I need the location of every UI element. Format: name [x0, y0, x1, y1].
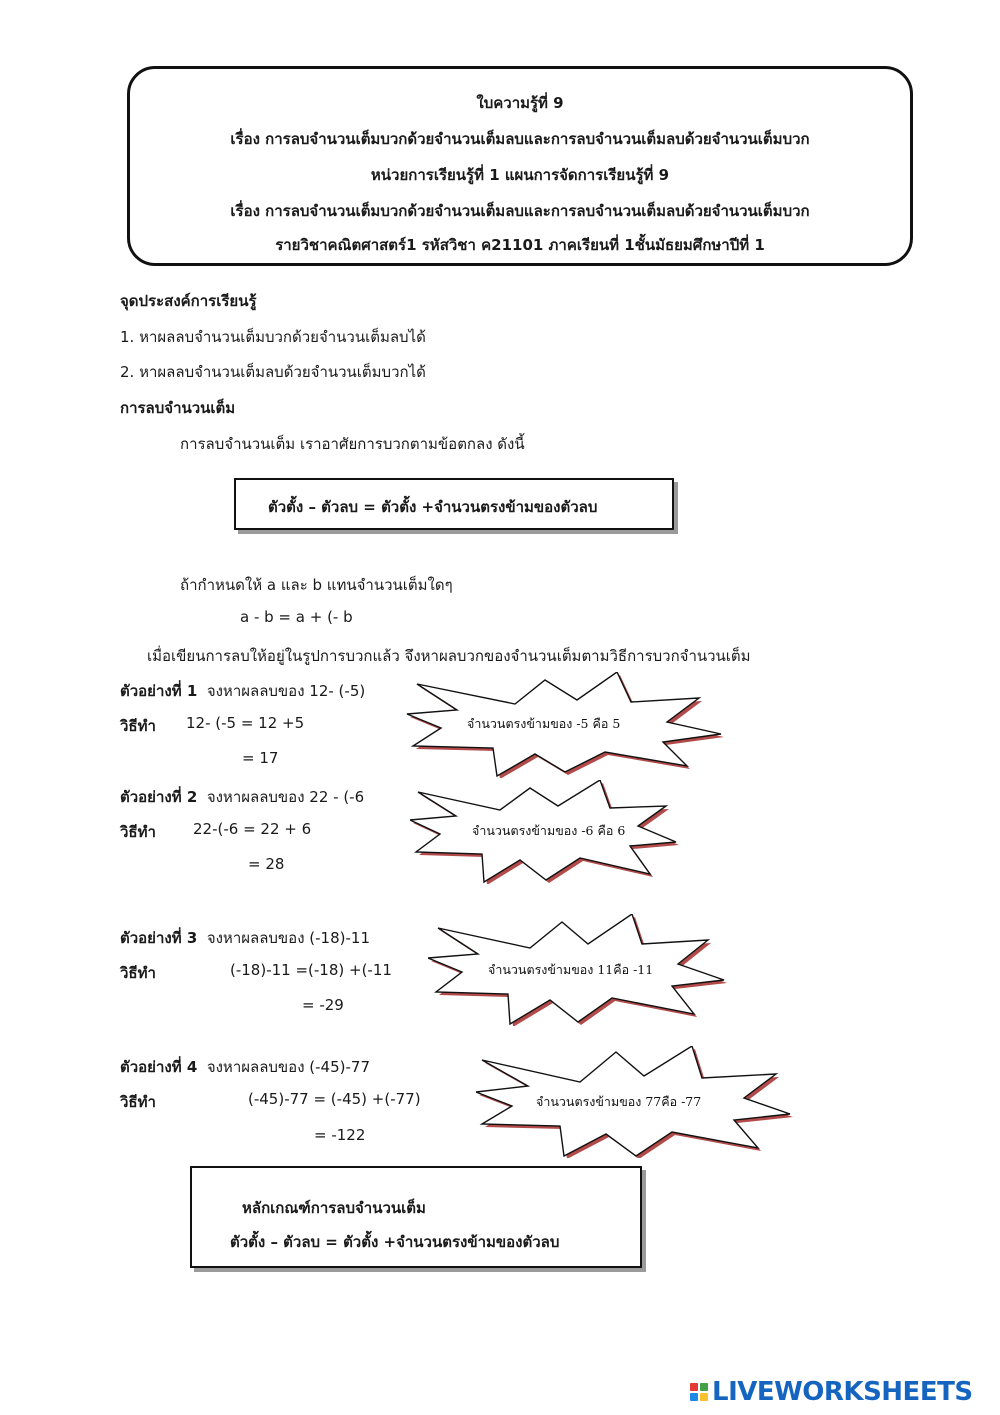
- liveworksheets-logo[interactable]: [690, 1378, 973, 1406]
- rule-text: ตัวตั้ง – ตัวลบ = ตัวตั้ง +จำนวนตรงข้ามของตัวลบ: [268, 498, 598, 516]
- section-heading: การลบจำนวนเต็ม: [120, 399, 236, 417]
- solution-result: = -122: [314, 1126, 366, 1144]
- topic-title: เรื่อง การลบจำนวนเต็มบวกด้วยจำนวนเต็มลบและการลบจำนวนเต็มลบด้วยจำนวนเต็มบวก: [230, 130, 810, 148]
- callout-burst: [405, 672, 725, 778]
- method-label: วิธีทำ: [120, 964, 156, 982]
- brand-name: LIVEWORKSHEETS: [712, 1377, 973, 1407]
- explanation: เมื่อเขียนการลบให้อยู่ในรูปการบวกแล้ว จึงหาผลบวกของจำนวนเต็มตามวิธีการบวกจำนวนเต็ม: [147, 647, 751, 665]
- example-prompt: จงหาผลลบของ (-18)-11: [206, 929, 370, 947]
- unit-plan: หน่วยการเรียนรู้ที่ 1 แผนการจัดการเรียนรู้ที่ 9: [370, 166, 670, 184]
- example-label: ตัวอย่างที่ 3: [120, 929, 198, 947]
- logo-mark-icon: [690, 1383, 708, 1401]
- solution-step: (-18)-11 =(-18) +(-11: [230, 961, 392, 979]
- solution-result: = -29: [302, 996, 344, 1014]
- solution-result: = 17: [242, 749, 279, 767]
- summary-rule: ตัวตั้ง – ตัวลบ = ตัวตั้ง +จำนวนตรงข้ามของตัวลบ: [230, 1233, 560, 1251]
- rule-box: [234, 478, 674, 530]
- example-label: ตัวอย่างที่ 1: [120, 682, 198, 700]
- example-question: [120, 926, 370, 950]
- objectives-heading: จุดประสงค์การเรียนรู้: [120, 292, 257, 310]
- callout-burst: [410, 780, 680, 884]
- solution-result: = 28: [248, 855, 285, 873]
- example-prompt: จงหาผลลบของ 22 - (-6: [206, 788, 365, 806]
- example-question: [120, 785, 364, 809]
- formula: a - b = a + (- b: [240, 608, 353, 626]
- let-statement: ถ้ากำหนดให้ a และ b แทนจำนวนเต็มใดๆ: [180, 576, 453, 594]
- method-label: วิธีทำ: [120, 1093, 156, 1111]
- method-label: วิธีทำ: [120, 823, 156, 841]
- summary-box: [190, 1166, 642, 1268]
- callout-burst: [428, 914, 728, 1026]
- example-label: ตัวอย่างที่ 2: [120, 788, 198, 806]
- burst-note: จำนวนตรงข้ามของ 11คือ -11: [488, 962, 654, 977]
- summary-title: หลักเกณฑ์การลบจำนวนเต็ม: [242, 1199, 426, 1217]
- example-label: ตัวอย่างที่ 4: [120, 1058, 198, 1076]
- solution-step: 12- (-5 = 12 +5: [186, 714, 305, 732]
- objective-item: 2. หาผลลบจำนวนเต็มลบด้วยจำนวนเต็มบวกได้: [120, 363, 426, 381]
- header-box: [127, 66, 913, 266]
- worksheet-number: ใบความรู้ที่ 9: [476, 94, 564, 112]
- example-question: [120, 1055, 370, 1079]
- method-label: วิธีทำ: [120, 717, 156, 735]
- topic-title-repeat: เรื่อง การลบจำนวนเต็มบวกด้วยจำนวนเต็มลบและการลบจำนวนเต็มลบด้วยจำนวนเต็มบวก: [230, 202, 810, 220]
- burst-note: จำนวนตรงข้ามของ 77คือ -77: [536, 1094, 702, 1109]
- section-intro: การลบจำนวนเต็ม เราอาศัยการบวกตามข้อตกลง ดังนี้: [180, 435, 525, 453]
- burst-note: จำนวนตรงข้ามของ -6 คือ 6: [472, 823, 626, 838]
- example-question: [120, 679, 365, 703]
- solution-step: (-45)-77 = (-45) +(-77): [248, 1090, 421, 1108]
- course-info: รายวิชาคณิตศาสตร์1 รหัสวิชา ค21101 ภาคเรียนที่ 1ชั้นมัธยมศึกษาปีที่ 1: [275, 236, 765, 254]
- callout-burst: [476, 1046, 794, 1158]
- objective-item: 1. หาผลลบจำนวนเต็มบวกด้วยจำนวนเต็มลบได้: [120, 328, 426, 346]
- solution-step: 22-(-6 = 22 + 6: [193, 820, 312, 838]
- example-prompt: จงหาผลลบของ 12- (-5): [206, 682, 366, 700]
- example-prompt: จงหาผลลบของ (-45)-77: [206, 1058, 370, 1076]
- burst-note: จำนวนตรงข้ามของ -5 คือ 5: [467, 716, 621, 731]
